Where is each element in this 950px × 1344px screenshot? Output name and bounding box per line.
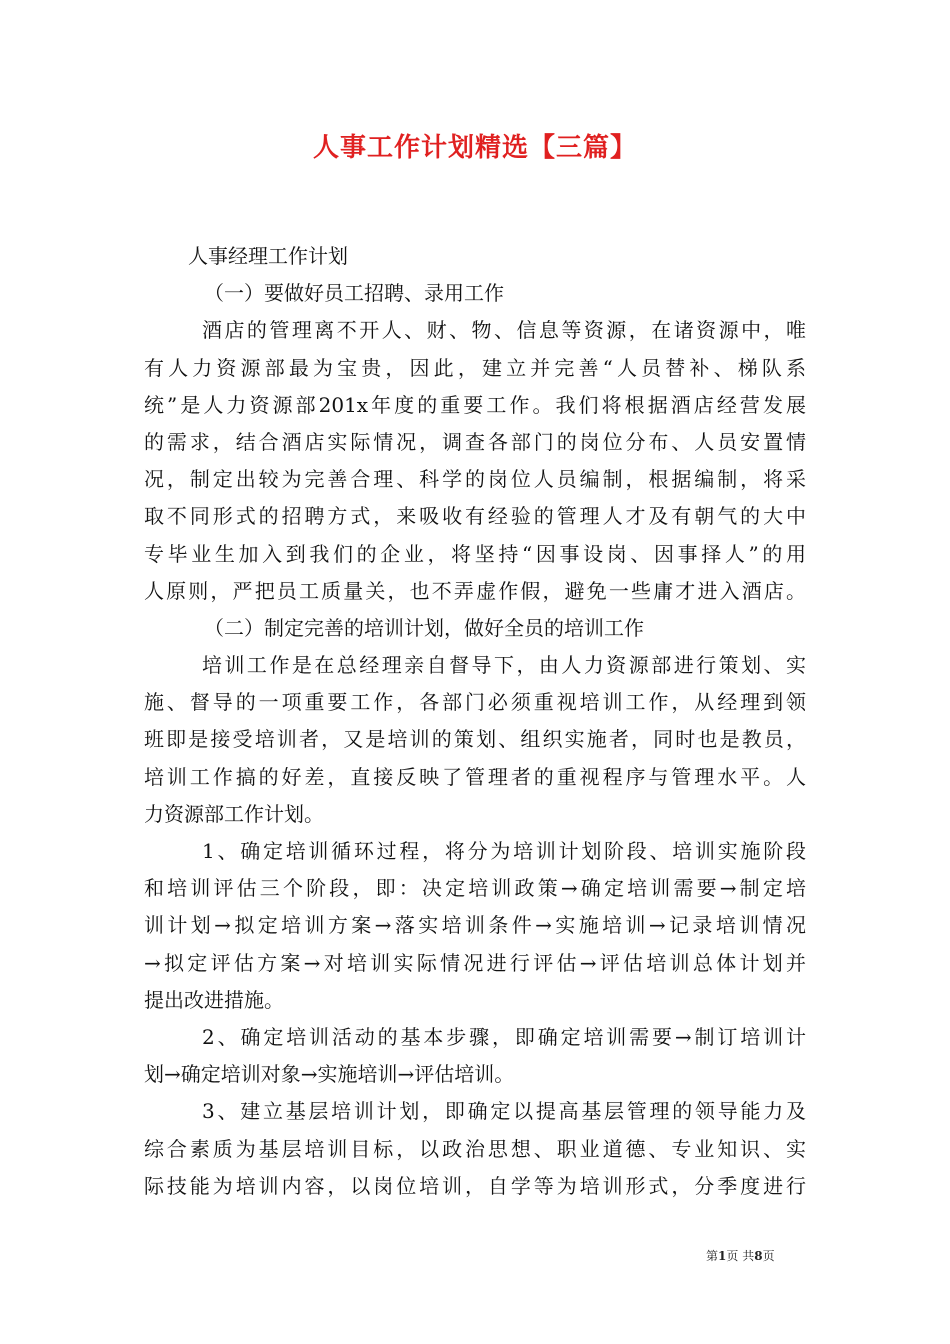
paragraph-line: 取不同形式的招聘方式，来吸收有经验的管理人才及有朝气的大中	[144, 504, 806, 529]
document-title: 人事工作计划精选【三篇】	[312, 133, 637, 163]
current-page-number: 1	[718, 1249, 727, 1263]
document-body	[144, 238, 806, 1205]
subsection-heading: （一）要做好员工招聘、录用工作	[204, 281, 504, 306]
footer-middle: 页 共	[726, 1249, 755, 1263]
footer-prefix: 第	[706, 1249, 719, 1263]
total-page-count: 8	[754, 1249, 763, 1263]
paragraph-line: 酒店的管理离不开人、财、物、信息等资源，在诸资源中，唯	[202, 318, 806, 343]
paragraph-line: 的需求，结合酒店实际情况，调查各部门的岗位分布、人员安置情	[144, 429, 806, 454]
paragraph-line: 人原则，严把员工质量关，也不弄虚作假，避免一些庸才进入酒店。	[144, 578, 806, 603]
paragraph-line: 况，制定出较为完善合理、科学的岗位人员编制，根据编制，将采	[144, 467, 806, 492]
page-number-footer	[706, 1248, 775, 1264]
paragraph-line: 综合素质为基层培训目标，以政治思想、职业道德、专业知识、实	[144, 1136, 806, 1161]
paragraph-line: 2、确定培训活动的基本步骤，即确定培训需要→制订培训计	[202, 1024, 806, 1049]
paragraph-line: 培训工作搞的好差，直接反映了管理者的重视程序与管理水平。人	[144, 764, 806, 789]
paragraph-line: 培训工作是在总经理亲自督导下，由人力资源部进行策划、实	[202, 653, 806, 678]
paragraph-line: 1、确定培训循环过程，将分为培训计划阶段、培训实施阶段	[202, 839, 806, 863]
subsection-heading: （二）制定完善的培训计划，做好全员的培训工作	[204, 615, 644, 640]
paragraph-line: 专毕业生加入到我们的企业，将坚持“因事设岗、因事择人”的用	[144, 541, 806, 566]
paragraph-line: 力资源部工作计划。	[144, 801, 324, 826]
paragraph-line: 划→确定培训对象→实施培训→评估培训。	[144, 1062, 515, 1087]
footer-suffix: 页	[762, 1249, 775, 1263]
section-heading: 人事经理工作计划	[188, 244, 348, 268]
paragraph-line: 施、督导的一项重要工作，各部门必须重视培训工作，从经理到领	[144, 690, 806, 715]
paragraph-line: →拟定评估方案→对培训实际情况进行评估→评估培训总体计划并	[144, 950, 806, 975]
paragraph-line: 训计划→拟定培训方案→落实培训条件→实施培训→记录培训情况	[144, 913, 806, 938]
paragraph-line: 际技能为培训内容，以岗位培训，自学等为培训形式，分季度进行	[144, 1173, 806, 1198]
paragraph-line: 有人力资源部最为宝贵，因此，建立并完善“人员替补、梯队系	[144, 355, 806, 380]
paragraph-line: 班即是接受培训者，又是培训的策划、组织实施者，同时也是教员，	[144, 727, 806, 752]
paragraph-line: 3、建立基层培训计划，即确定以提高基层管理的领导能力及	[202, 1099, 806, 1124]
paragraph-line: 提出改进措施。	[144, 987, 284, 1012]
paragraph-line: 统”是人力资源部201x年度的重要工作。我们将根据酒店经营发展	[144, 392, 806, 417]
paragraph-line: 和培训评估三个阶段，即：决定培训政策→确定培训需要→制定培	[144, 876, 806, 901]
